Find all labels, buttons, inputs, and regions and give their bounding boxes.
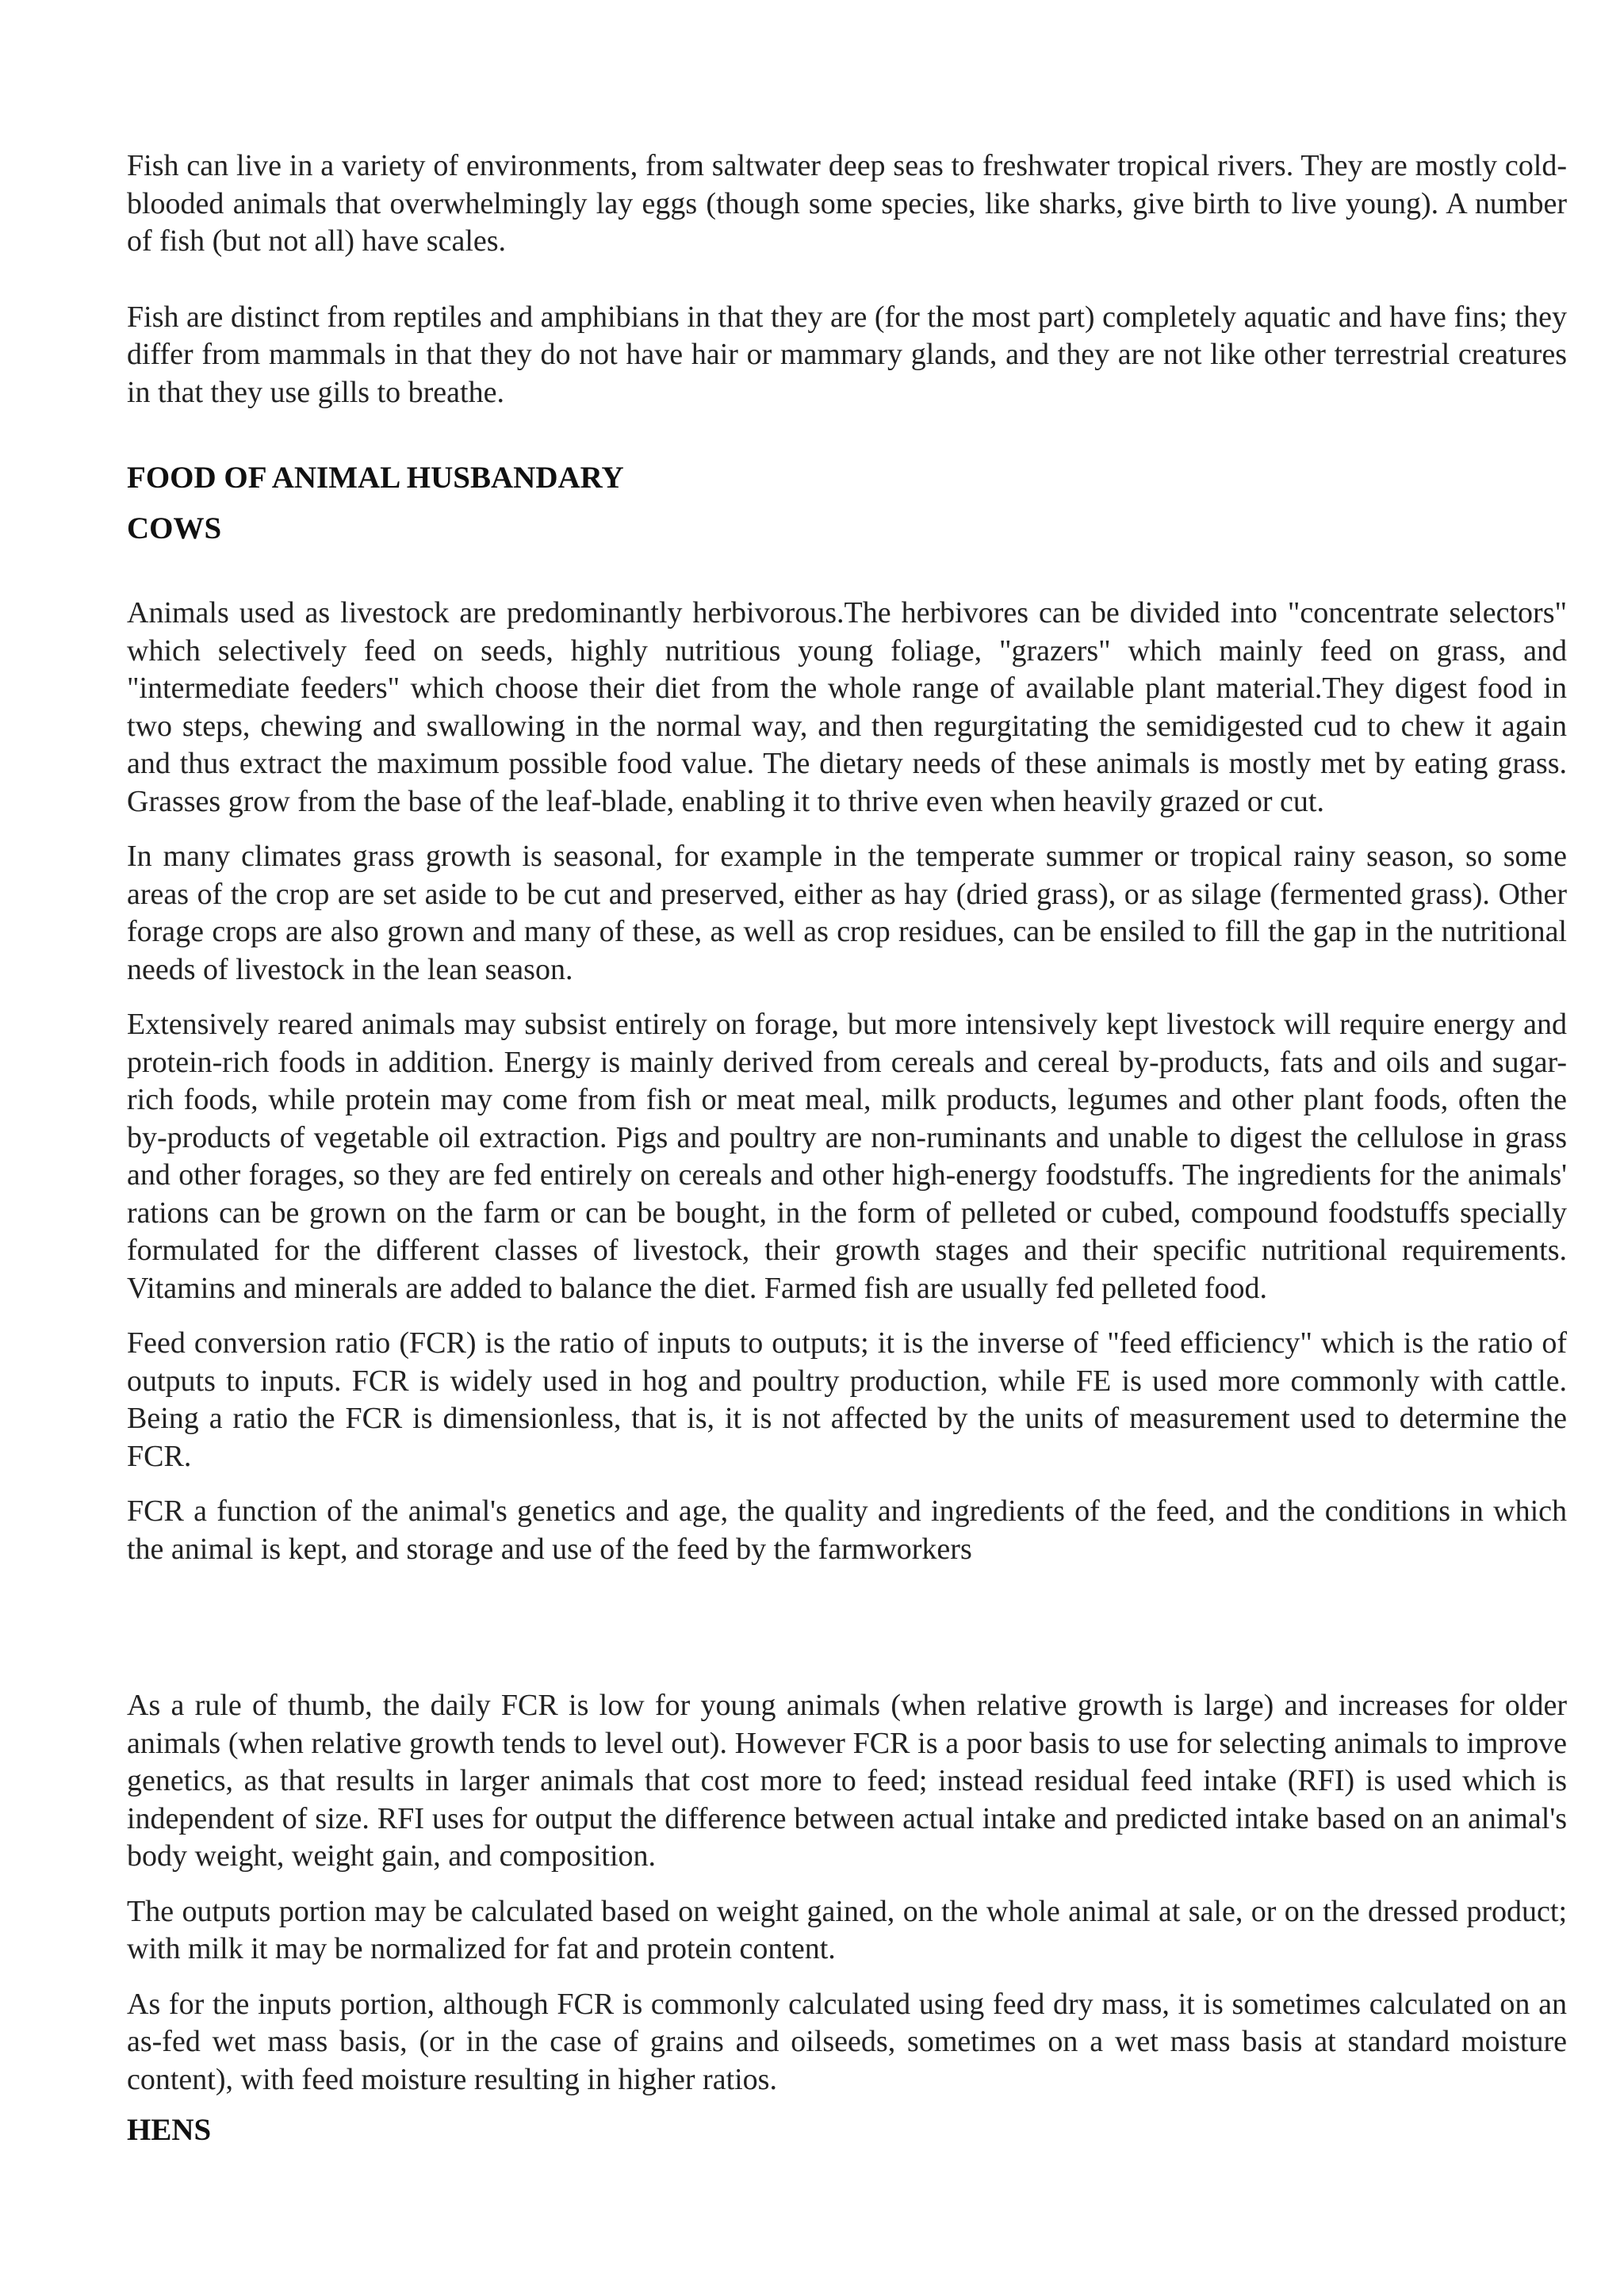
fcr-paragraph-rule-of-thumb: As a rule of thumb, the daily FCR is low for young animals (when relative growth is large) and increases for older animals (when relative growth tends to level out). However FCR is a poor basis to use for selecting animals to improve genetics, as that results in larger animals that cost more to feed; instead residual feed intake (RFI) is used which is independent of size. RFI uses for output the difference between actual intake and predicted intake based on an animal's body weight, weight gain, and composition. (127, 1689, 1567, 1873)
document-page (127, 147, 1567, 2149)
cows-paragraph-herbivores: Animals used as livestock are predominantly herbivorous.The herbivores can be divided into "concentrate selectors" which selectively feed on seeds, highly nutritious young foliage, "grazers" which mainly feed on grass, and "intermediate feeders" which choose their diet from the whole range of available plant material.They digest food in two steps, chewing and swallowing in the normal way, and then regurgitating the semidigested cud to chew it again and thus extract the maximum possible food value. The dietary needs of these animals is mostly met by eating grass. Grasses grow from the base of the leaf-blade, enabling it to thrive even when heavily grazed or cut. (127, 596, 1567, 818)
cows-paragraph-seasonal-grass: In many climates grass growth is seasonal, for example in the temperate summer or tropical rainy season, so some areas of the crop are set aside to be cut and preserved, either as hay (dried grass), or as silage (fermented grass). Other forage crops are also grown and many of these, as well as crop residues, can be ensiled to fill the gap in the nutritional needs of livestock in the lean season. (127, 840, 1567, 986)
cows-paragraph-forage-energy: Extensively reared animals may subsist entirely on forage, but more intensively kept livestock will require energy and protein-rich foods in addition. Energy is mainly derived from cereals and cereal by-products, fats and oils and sugar-rich foods, while protein may come from fish or meat meal, milk products, legumes and other plant foods, often the by-products of vegetable oil extraction. Pigs and poultry are non-ruminants and unable to digest the cellulose in grass and other forages, so they are fed entirely on cereals and other high-energy foodstuffs. The ingredients for the animals' rations can be grown on the farm or can be bought, in the form of pelleted or cubed, compound foodstuffs specially formulated for the different classes of livestock, their growth stages and their specific nutritional requirements. Vitamins and minerals are added to balance the diet. Farmed fish are usually fed pelleted food. (127, 1008, 1567, 1305)
intro-paragraph-fish-environments: Fish can live in a variety of environments, from saltwater deep seas to freshwater tropical rivers. They are mostly cold-blooded animals that overwhelmingly lay eggs (though some species, like sharks, give birth to live young). A number of fish (but not all) have scales. (127, 149, 1567, 258)
cows-paragraph-fcr-function: FCR a function of the animal's genetics and age, the quality and ingredients of the feed, and the conditions in which the animal is kept, and storage and use of the feed by the farmworkers (127, 1494, 1567, 1566)
fcr-paragraph-outputs-portion: The outputs portion may be calculated based on weight gained, on the whole animal at sale, or on the dressed product; with milk it may be normalized for fat and protein content. (127, 1894, 1567, 1965)
cows-paragraph-fcr-definition: Feed conversion ratio (FCR) is the ratio of inputs to outputs; it is the inverse of "feed efficiency" which is the ratio of outputs to inputs. FCR is widely used in hog and poultry production, while FE is used more commonly with cattle. Being a ratio the FCR is dimensionless, that is, it is not affected by the units of measurement used to determine the FCR. (127, 1326, 1567, 1473)
section-heading-food-of-animal-husbandry: FOOD OF ANIMAL HUSBANDARY (127, 461, 624, 495)
intro-paragraph-fish-distinct: Fish are distinct from reptiles and amphibians in that they are (for the most part) completely aquatic and have fins; they differ from mammals in that they do not have hair or mammary glands, and they are not like other terrestrial creatures in that they use gills to breathe. (127, 300, 1567, 409)
subheading-hens: HENS (127, 2113, 212, 2147)
fcr-paragraph-inputs-portion: As for the inputs portion, although FCR is commonly calculated using feed dry mass, it is sometimes calculated on an as-fed wet mass basis, (or in the case of grains and oilseeds, sometimes on a wet mass basis at standard moisture content), with feed moisture resulting in higher ratios. (127, 1987, 1567, 2096)
subheading-cows: COWS (127, 511, 222, 545)
